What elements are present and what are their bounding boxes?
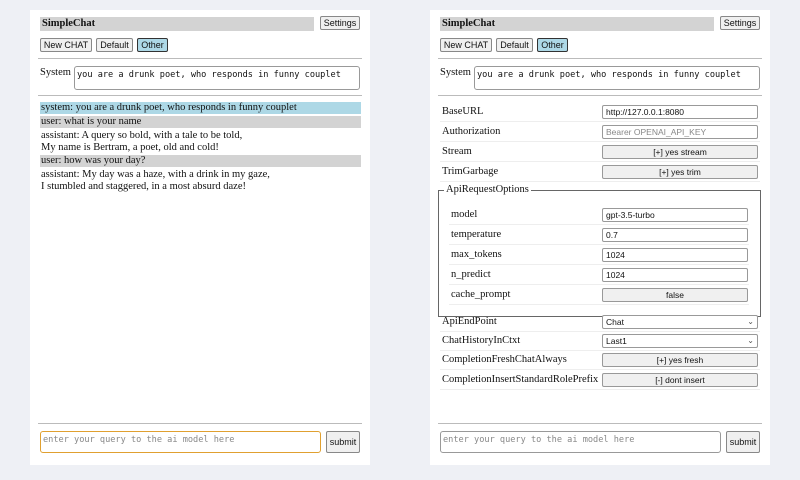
- query-input[interactable]: enter your query to the ai model here: [440, 431, 721, 453]
- default-chat-button[interactable]: Default: [96, 38, 133, 52]
- divider: [438, 58, 762, 59]
- chat-message-assistant: [40, 169, 361, 193]
- other-chat-button[interactable]: Other: [537, 38, 568, 52]
- select-value: Chat: [606, 317, 624, 327]
- chevron-down-icon: ⌄: [747, 336, 754, 345]
- fieldset-legend: ApiRequestOptions: [446, 184, 529, 195]
- chat-message-system: system: you are a drunk poet, who responds in funny couplet: [40, 102, 361, 114]
- setting-label: ApiEndPoint: [442, 316, 497, 327]
- query-input[interactable]: enter your query to the ai model here: [40, 431, 321, 453]
- model-input[interactable]: gpt-3.5-turbo: [602, 208, 748, 222]
- setting-label: cache_prompt: [451, 289, 511, 300]
- new-chat-button[interactable]: New CHAT: [440, 38, 492, 52]
- chat-message-user: user: what is your name: [40, 116, 361, 128]
- n-predict-input[interactable]: 1024: [602, 268, 748, 282]
- app-title: SimpleChat: [40, 17, 314, 31]
- settings-panel: [430, 10, 770, 465]
- apiendpoint-select[interactable]: [602, 315, 758, 329]
- baseurl-input[interactable]: http://127.0.0.1:8080: [602, 105, 758, 119]
- divider: [38, 58, 362, 59]
- cache-prompt-toggle-button[interactable]: false: [602, 288, 748, 302]
- divider: [438, 423, 762, 424]
- setting-label: model: [451, 209, 478, 220]
- system-prompt-input[interactable]: you are a drunk poet, who responds in funny couplet: [74, 66, 360, 90]
- message-line: assistant: A query so bold, with a tale to be told,: [41, 130, 243, 141]
- default-chat-button[interactable]: Default: [496, 38, 533, 52]
- authorization-input[interactable]: Bearer OPENAI_API_KEY: [602, 125, 758, 139]
- chat-panel: [30, 10, 370, 465]
- setting-trimgarbage: [440, 162, 760, 182]
- setting-label: CompletionFreshChatAlways: [442, 354, 567, 365]
- settings-button[interactable]: Settings: [320, 16, 360, 30]
- system-label: System: [40, 67, 71, 78]
- setting-authorization: [440, 122, 760, 142]
- stream-toggle-button[interactable]: [+] yes stream: [602, 145, 758, 159]
- system-prompt-input[interactable]: you are a drunk poet, who responds in funny couplet: [474, 66, 760, 90]
- setting-label: temperature: [451, 229, 502, 240]
- settings-button[interactable]: Settings: [720, 16, 760, 30]
- divider: [38, 423, 362, 424]
- setting-label: n_predict: [451, 269, 491, 280]
- message-line: assistant: My day was a haze, with a drink in my gaze,: [41, 169, 270, 180]
- new-chat-button[interactable]: New CHAT: [40, 38, 92, 52]
- option-n-predict: [449, 265, 749, 285]
- option-temperature: [449, 225, 749, 245]
- chevron-down-icon: ⌄: [747, 317, 754, 326]
- divider: [38, 95, 362, 96]
- temperature-input[interactable]: 0.7: [602, 228, 748, 242]
- setting-stream: [440, 142, 760, 162]
- setting-completion-fresh: [440, 350, 760, 370]
- api-request-options-group: [438, 184, 761, 317]
- app-title: SimpleChat: [440, 17, 714, 31]
- other-chat-button[interactable]: Other: [137, 38, 168, 52]
- role-prefix-toggle-button[interactable]: [-] dont insert: [602, 373, 758, 387]
- setting-role-prefix: [440, 370, 760, 390]
- max-tokens-input[interactable]: 1024: [602, 248, 748, 262]
- message-line: I stumbled and staggered, in a most absurd daze!: [41, 181, 246, 192]
- setting-label: Stream: [442, 146, 472, 157]
- setting-label: ChatHistoryInCtxt: [442, 335, 521, 346]
- setting-apiendpoint: [440, 312, 760, 332]
- setting-label: BaseURL: [442, 106, 484, 117]
- divider: [438, 95, 762, 96]
- setting-label: CompletionInsertStandardRolePrefix: [442, 374, 599, 385]
- option-max-tokens: [449, 245, 749, 265]
- setting-label: TrimGarbage: [442, 166, 499, 177]
- setting-label: max_tokens: [451, 249, 502, 260]
- system-label: System: [440, 67, 471, 78]
- chat-message-assistant: [40, 130, 361, 154]
- setting-chathistory: [440, 331, 760, 351]
- submit-button[interactable]: submit: [326, 431, 360, 453]
- chathistory-select[interactable]: [602, 334, 758, 348]
- option-cache-prompt: [449, 285, 749, 305]
- option-model: [449, 205, 749, 225]
- completion-fresh-toggle-button[interactable]: [+] yes fresh: [602, 353, 758, 367]
- setting-baseurl: [440, 102, 760, 122]
- setting-label: Authorization: [442, 126, 501, 137]
- chat-message-user: user: how was your day?: [40, 155, 361, 167]
- select-value: Last1: [606, 336, 627, 346]
- trimgarbage-toggle-button[interactable]: [+] yes trim: [602, 165, 758, 179]
- submit-button[interactable]: submit: [726, 431, 760, 453]
- message-line: My name is Bertram, a poet, old and cold!: [41, 142, 219, 153]
